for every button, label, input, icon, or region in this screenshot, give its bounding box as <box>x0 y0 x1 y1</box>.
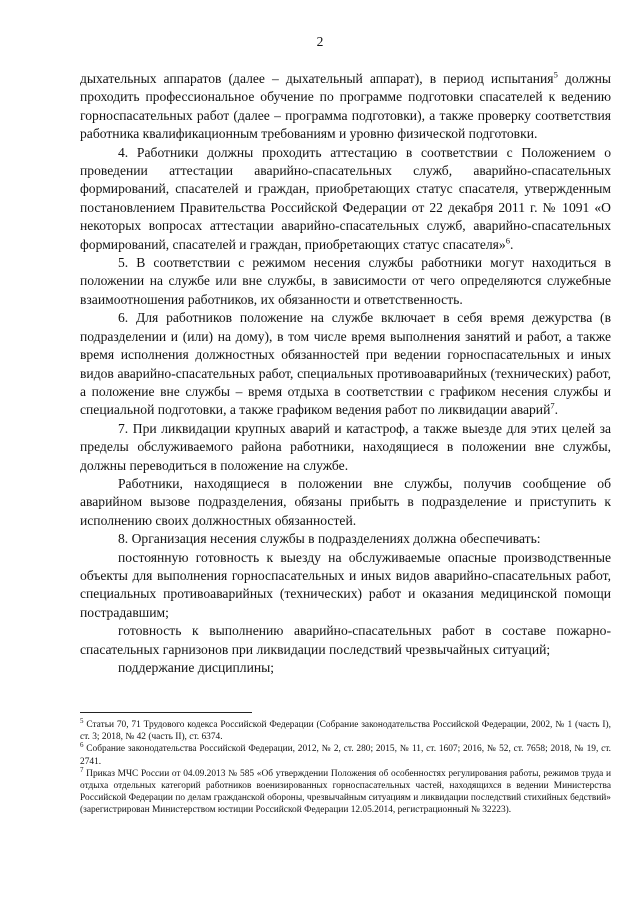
paragraph: 4. Работники должны проходить аттестацию в соответствии с Положением о проведении аттестации аварийно-спасательных служб, аварийно-спасательных формирований, спасателей и граждан, приобретающих статус спасателя, утвержденным постановлением Правительства Российской Федерации от 22 декабря 2011 г. № 1091 «О некоторых вопросах аттестации аварийно-спасательных служб, аварийно-спасательных формирований, спасателей и граждан, приобретающих статус спасателя»$^6$. <box>80 144 611 252</box>
paragraph: 8. Организация несения службы в подразделениях должна обеспечивать: <box>118 531 541 547</box>
paragraph: 5. В соответствии с режимом несения службы работники могут находиться в положении на службе или вне службы, в зависимости от чего определяются служебные взаимоотношения работников, их обязанности и ответственность. <box>80 255 611 307</box>
footnote: $^7$ Приказ МЧС России от 04.09.2013 № 585 «Об утверждении Положения об особенностях регулирования работы, режимов труда и отдыха отдельных категорий работников военизированных горноспасательных частей, находящихся в ведении Министерства Российской Федерации по делам гражданской обороны, чрезвычайным ситуациям и ликвидации последствий стихийных бедствий» (зарегистрирован Министерством юстиции Российской Федерации 12.05.2014, регистрационный № 32223). <box>80 765 611 816</box>
footnote: $^5$ Статьи 70, 71 Трудового кодекса Российской Федерации (Собрание законодательства Российской Федерации, 2002, № 1 (часть I), ст. 3; 2018, № 42 (часть II), ст. 6374. <box>80 716 611 743</box>
paragraph: дыхательных аппаратов (далее – дыхательный аппарат), в период испытания$^5$ должны проходить профессиональное обучение по программе подготовки спасателей к ведению горноспасательных работ (далее – программа подготовки), а также проверку соответствия работника квалификационным требованиям и уровню физической подготовки. <box>80 69 611 142</box>
paragraph: Работники, находящиеся в положении вне службы, получив сообщение об аварийном вызове подразделения, обязаны прибыть в подразделение и приступить к исполнению своих должностных обязанностей. <box>80 475 611 528</box>
footnotes <box>80 716 611 817</box>
footnote-divider <box>80 712 252 713</box>
footnote-ref: 5 <box>553 69 558 80</box>
page-number: 2 <box>316 34 324 49</box>
body-text <box>80 70 611 677</box>
paragraph: поддержание дисциплины; <box>118 660 275 675</box>
paragraph: 7. При ликвидации крупных аварий и катастроф, а также выезде для этих целей за пределы обслуживаемого района работники, находящиеся в положении вне службы, должны переводиться в положение на службе. <box>80 420 611 473</box>
paragraph: 6. Для работников положение на службе включает в себя время дежурства (в подразделении и (или) на дому), в том числе время выполнения занятий и работ, а также время исполнения должностных обязанностей при ведении горноспасательных и иных видов аварийно-спасательных работ, специальных противоаварийных (технических) работ, а положение вне службы – время отдыха в соответствии с графиком несения службы и специальной подготовки, а также графиком ведения работ по ликвидации аварий$^7$. <box>80 310 611 418</box>
paragraph: постоянную готовность к выезду на обслуживаемые опасные производственные объекты для выполнения горноспасательных и иных видов аварийно-спасательных работ, специальных противоаварийных (технических) работ и оказания медицинской помощи пострадавшим; <box>80 549 611 620</box>
footnote-ref: 6 <box>505 235 510 246</box>
footnote: $^6$ Собрание законодательства Российской Федерации, 2012, № 2, ст. 280; 2015, № 11, ст. 1607; 2016, № 52, ст. 7658; 2018, № 19, ст. 2741. <box>80 741 611 767</box>
paragraph: готовность к выполнению аварийно-спасательных работ в составе пожарно-спасательных гарнизонов при ликвидации последствий чрезвычайных ситуаций; <box>80 623 611 657</box>
footnote-ref: 7 <box>550 400 555 411</box>
